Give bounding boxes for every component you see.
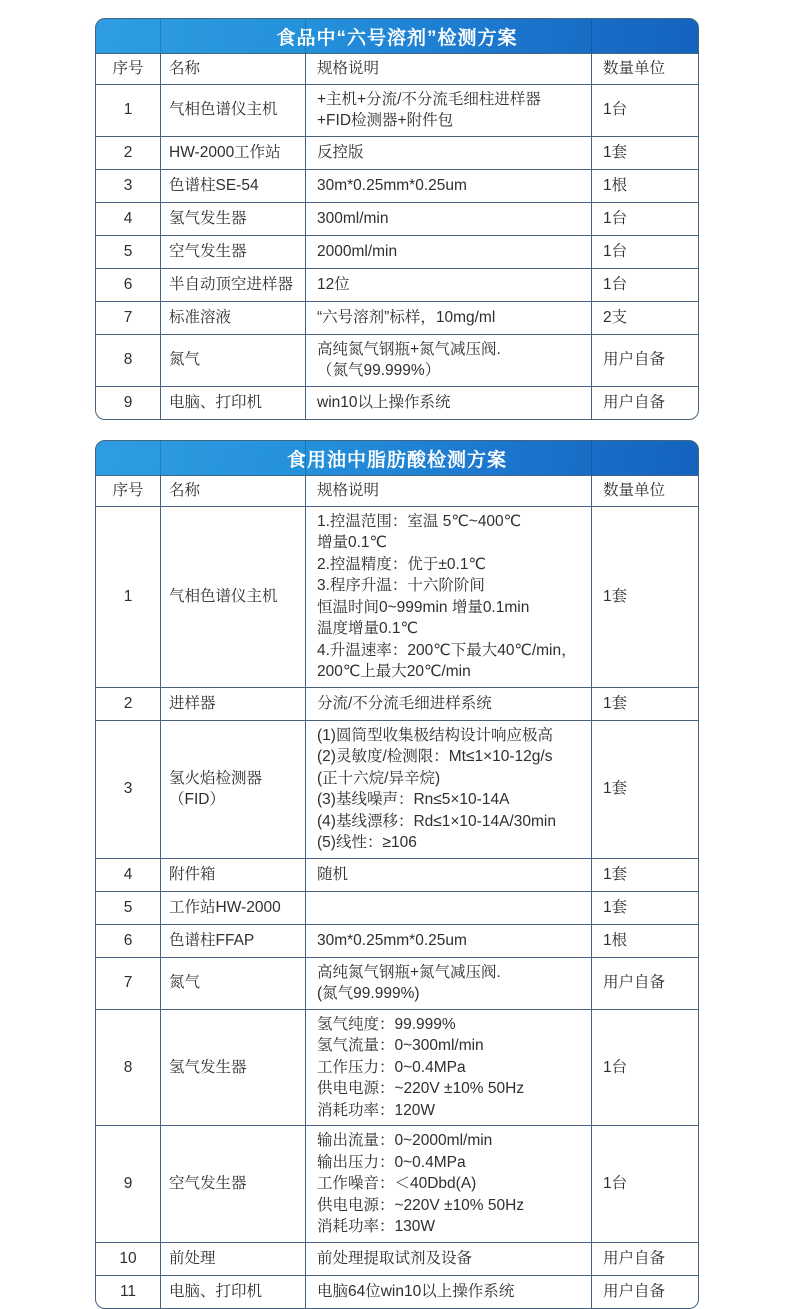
spec-line: (正十六烷/异辛烷) — [317, 769, 441, 787]
item-name-cell: 氢火焰检测器（FID） — [161, 721, 305, 858]
item-spec-cell — [306, 236, 591, 268]
spec-line: 30m*0.25mm*0.25um — [317, 176, 467, 194]
spec-line: 200℃上最大20℃/min — [317, 663, 471, 680]
spec-line: 1.控温范围：室温 5℃~400℃ — [317, 512, 522, 530]
row-number-cell: 5 — [96, 236, 160, 268]
spec-line: 4.升温速率：200℃下最大40℃/min， — [317, 641, 577, 659]
item-qty-cell: 1套 — [592, 859, 698, 891]
column-header-spec: 规格说明 — [306, 476, 591, 506]
spec-line: 分流/不分流毛细进样系统 — [317, 694, 492, 712]
row-number-cell: 9 — [96, 387, 160, 419]
spec-line: 工作压力：0~0.4MPa — [317, 1058, 466, 1076]
item-name-cell: 色谱柱FFAP — [161, 925, 305, 957]
item-qty-cell: 1套 — [592, 507, 698, 687]
item-spec-cell — [306, 859, 591, 891]
column-header-qty: 数量单位 — [592, 54, 698, 84]
item-spec-cell — [306, 958, 591, 1009]
item-qty-cell: 1根 — [592, 925, 698, 957]
item-qty-cell: 1台 — [592, 269, 698, 301]
title-column-divider — [591, 441, 592, 475]
item-spec-cell — [306, 1243, 591, 1275]
item-name-cell: 电脑、打印机 — [161, 387, 305, 419]
table-edible-oil-fatty-acid-plan — [95, 440, 699, 1309]
spec-line: +主机+分流/不分流毛细柱进样器 — [317, 90, 541, 108]
title-column-divider — [160, 441, 161, 475]
item-name-cell: 前处理 — [161, 1243, 305, 1275]
table-food-solvent-plan — [95, 18, 699, 420]
item-spec-cell — [306, 892, 591, 924]
row-number-cell: 5 — [96, 892, 160, 924]
item-name-cell: 氮气 — [161, 335, 305, 386]
row-number-cell: 7 — [96, 302, 160, 334]
spec-line: +FID检测器+附件包 — [317, 112, 454, 129]
table-title: 食品中“六号溶剂”检测方案 — [276, 27, 518, 49]
item-spec-cell — [306, 1126, 591, 1242]
item-name-cell: 色谱柱SE-54 — [161, 170, 305, 202]
spec-line: (3)基线噪声：Rn≤5×10-14A — [317, 791, 510, 808]
spec-line: 供电电源：~220V ±10% 50Hz — [317, 1196, 525, 1214]
item-name-cell: 附件箱 — [161, 859, 305, 891]
item-name-cell: 标准溶液 — [161, 302, 305, 334]
item-name-cell: 气相色谱仪主机 — [161, 85, 305, 136]
item-name-cell: 进样器 — [161, 688, 305, 720]
item-qty-cell: 1套 — [592, 137, 698, 169]
row-number-cell: 1 — [96, 85, 160, 136]
spec-line: 2.控温精度：优于±0.1℃ — [317, 555, 486, 573]
row-number-cell: 1 — [96, 507, 160, 687]
item-qty-cell: 1套 — [592, 721, 698, 858]
column-header-no: 序号 — [96, 476, 160, 506]
item-name-cell: 气相色谱仪主机 — [161, 507, 305, 687]
spec-line: 高纯氮气钢瓶+氮气减压阀. — [317, 963, 501, 981]
column-header-name: 名称 — [161, 54, 305, 84]
spec-line: 300ml/min — [317, 209, 389, 227]
item-spec-cell — [306, 387, 591, 419]
row-number-cell: 4 — [96, 859, 160, 891]
column-header-spec: 规格说明 — [306, 54, 591, 84]
item-name-cell: 氢气发生器 — [161, 1010, 305, 1126]
item-spec-cell — [306, 269, 591, 301]
spec-line: win10以上操作系统 — [317, 393, 451, 411]
spec-line: 电脑64位win10以上操作系统 — [317, 1282, 515, 1300]
item-spec-cell — [306, 1276, 591, 1308]
row-number-cell: 7 — [96, 958, 160, 1009]
item-spec-cell — [306, 137, 591, 169]
table-title: 食用油中脂肪酸检测方案 — [286, 449, 507, 471]
item-spec-cell — [306, 85, 591, 136]
spec-line: 反控版 — [317, 143, 364, 161]
spec-line: 温度增量0.1℃ — [317, 620, 418, 637]
item-qty-cell: 1根 — [592, 170, 698, 202]
column-header-no: 序号 — [96, 54, 160, 84]
spec-line: (4)基线漂移：Rd≤1×10-14A/30min — [317, 812, 556, 830]
item-qty-cell: 1套 — [592, 892, 698, 924]
row-number-cell: 8 — [96, 1010, 160, 1126]
column-header-qty: 数量单位 — [592, 476, 698, 506]
row-number-cell: 4 — [96, 203, 160, 235]
item-spec-cell — [306, 925, 591, 957]
table-title-bar — [96, 441, 698, 475]
spec-line: 前处理提取试剂及设备 — [317, 1249, 473, 1267]
spec-line: 30m*0.25mm*0.25um — [317, 931, 467, 949]
item-name-cell: 氢气发生器 — [161, 203, 305, 235]
item-spec-cell — [306, 203, 591, 235]
title-column-divider — [305, 441, 306, 475]
item-qty-cell: 用户自备 — [592, 1243, 698, 1275]
item-name-cell: 空气发生器 — [161, 236, 305, 268]
spec-line: 输出流量：0~2000ml/min — [317, 1132, 493, 1149]
row-number-cell: 3 — [96, 721, 160, 858]
spec-line: 恒温时间0~999min 增量0.1min — [317, 598, 530, 616]
spec-line: 氢气流量：0~300ml/min — [317, 1037, 484, 1054]
item-spec-cell — [306, 1010, 591, 1126]
row-number-cell: 11 — [96, 1276, 160, 1308]
item-qty-cell: 1台 — [592, 1126, 698, 1242]
item-qty-cell: 1台 — [592, 236, 698, 268]
item-name-cell: HW-2000工作站 — [161, 137, 305, 169]
item-name-cell: 电脑、打印机 — [161, 1276, 305, 1308]
item-name-cell: 半自动顶空进样器 — [161, 269, 305, 301]
spec-line: 输出压力：0~0.4MPa — [317, 1153, 466, 1171]
spec-line: 消耗功率：130W — [317, 1218, 435, 1235]
spec-line: 2000ml/min — [317, 242, 398, 260]
item-spec-cell — [306, 688, 591, 720]
spec-line: (5)线性：≥106 — [317, 834, 417, 851]
item-spec-cell — [306, 721, 591, 858]
item-qty-cell: 2支 — [592, 302, 698, 334]
item-spec-cell — [306, 170, 591, 202]
spec-line: 3.程序升温：十六阶阶间 — [317, 577, 485, 594]
row-number-cell: 10 — [96, 1243, 160, 1275]
row-number-cell: 2 — [96, 137, 160, 169]
row-number-cell: 3 — [96, 170, 160, 202]
column-header-name: 名称 — [161, 476, 305, 506]
spec-line: 随机 — [317, 865, 349, 883]
item-spec-cell — [306, 335, 591, 386]
spec-line: （氮气99.999%） — [317, 362, 441, 379]
spec-line: 消耗功率：120W — [317, 1101, 435, 1119]
row-number-cell: 8 — [96, 335, 160, 386]
table-title-bar — [96, 19, 698, 53]
spec-line: 供电电源：~220V ±10% 50Hz — [317, 1080, 525, 1097]
item-qty-cell: 1台 — [592, 1010, 698, 1126]
item-qty-cell: 1台 — [592, 85, 698, 136]
spec-line: 氢气纯度：99.999% — [317, 1015, 456, 1033]
spec-line: (2)灵敏度/检测限：Mt≤1×10-12g/s — [317, 748, 553, 765]
item-spec-cell — [306, 507, 591, 687]
spec-line: 工作噪音：＜40Dbd(A) — [317, 1175, 477, 1192]
item-qty-cell: 1套 — [592, 688, 698, 720]
row-number-cell: 6 — [96, 925, 160, 957]
spec-line: 12位 — [317, 275, 350, 293]
spec-line: “六号溶剂”标样，10mg/ml — [317, 308, 496, 326]
title-column-divider — [591, 19, 592, 53]
item-name-cell: 空气发生器 — [161, 1126, 305, 1242]
item-spec-cell — [306, 302, 591, 334]
item-name-cell: 氮气 — [161, 958, 305, 1009]
item-qty-cell: 用户自备 — [592, 335, 698, 386]
item-qty-cell: 用户自备 — [592, 1276, 698, 1308]
spec-line: (氮气99.999%) — [317, 985, 420, 1002]
row-number-cell: 2 — [96, 688, 160, 720]
spec-line: 高纯氮气钢瓶+氮气减压阀. — [317, 340, 501, 358]
item-name-cell: 工作站HW-2000 — [161, 892, 305, 924]
title-column-divider — [305, 19, 306, 53]
item-qty-cell: 1台 — [592, 203, 698, 235]
row-number-cell: 9 — [96, 1126, 160, 1242]
row-number-cell: 6 — [96, 269, 160, 301]
item-qty-cell: 用户自备 — [592, 958, 698, 1009]
item-qty-cell: 用户自备 — [592, 387, 698, 419]
spec-line: 增量0.1℃ — [317, 534, 387, 551]
title-column-divider — [160, 19, 161, 53]
spec-line: (1)圆筒型收集极结构设计响应极高 — [317, 726, 553, 744]
